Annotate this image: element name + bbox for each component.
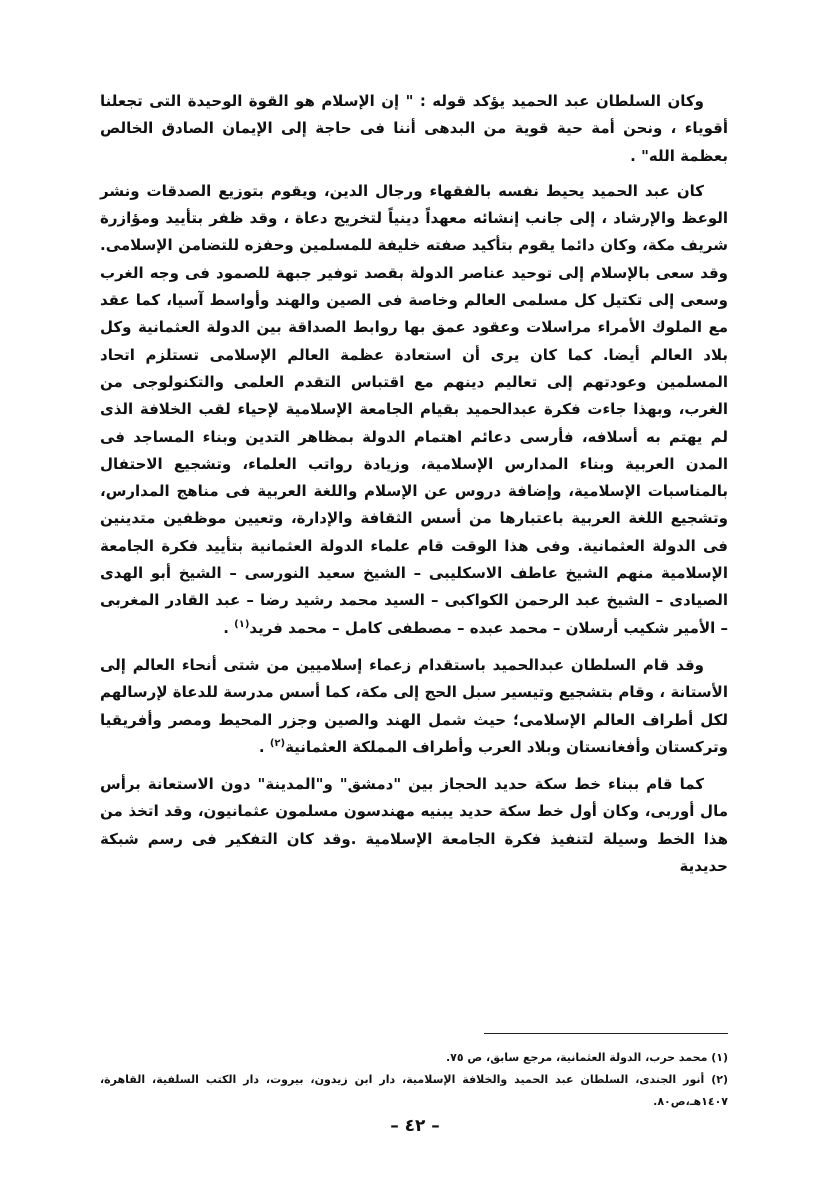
footnote-ref-2[interactable]: (٢)	[269, 737, 286, 749]
footnote-ref-1[interactable]: (١)	[234, 618, 250, 630]
footnotes	[100, 1047, 728, 1113]
paragraph-3: وقد قام السلطان عبدالحميد باستقدام زعماء إسلاميين من شتى أنحاء العالم إلى الأستانة ، وقام بتشجيع وتيسير سبل الحج إلى مكة، كما أسس مدرسة للدعاة لإرسالهم لكل أطراف العالم الإسلامى؛ حيث شمل الهند والصين وجزر المحيط ومصر وأفريقيا وتركستان وأفغانستان وبلاد العرب وأطراف المملكة العثمانية$^{(٢)}$ .	[100, 655, 728, 756]
paragraph-3-text: وقد قام السلطان عبدالحميد باستقدام زعماء إسلاميين من شتى أنحاء العالم إلى الأستانة ، وقام بتشجيع وتيسير سبل الحج إلى مكة، كما أسس مدرسة للدعاة لإرسالهم لكل أطراف العالم الإسلامى؛ حيث شمل الهند والصين وجزر المحيط ومصر وأفريقيا وتركستان وأفغانستان وبلاد العرب وأطراف المملكة العثمانية	[100, 655, 728, 756]
footnote-divider	[484, 1033, 728, 1034]
page-number: – ٤٢ –	[390, 1116, 440, 1136]
footnote-2: (٢) أنور الجندى، السلطان عبد الحميد والخلافة الإسلامية، دار ابن زيدون، بيروت، دار الكتب السلفية، القاهرة، ١٤٠٧هـ،ص٨٠.	[100, 1073, 728, 1108]
paragraph-4	[100, 771, 728, 880]
paragraph-4-text: كما قام ببناء خط سكة حديد الحجاز بين "دمشق" و"المدينة" دون الاستعانة برأس مال أوربى، وكان أول خط سكة حديد يبنيه مهندسون مسلمون عثمانيون، وقد اتخذ من هذا الخط وسيلة لتنفيذ فكرة الجامعة الإسلامية .وقد كان التفكير فى رسم شبكة حديدية	[100, 775, 728, 876]
footnote-1: (١) محمد حرب، الدولة العثمانية، مرجع سابق، ص ٧٥.	[445, 1051, 728, 1064]
paragraph-1	[100, 88, 728, 170]
paragraph-2: كان عبد الحميد يحيط نفسه بالفقهاء ورجال الدين، ويقوم بتوزيع الصدقات ونشر الوعظ والإرشاد ، إلى جانب إنشائه معهداً دينياً لتخريج دعاة ، وقد ظفر بتأييد ومؤازرة شريف مكة، وكان دائما يقوم بتأكيد صفته خليفة للمسلمين وحفزه للتضامن الإسلامى. وقد سعى بالإسلام إلى توحيد عناصر الدولة بقصد توفير جبهة للصمود فى وجه الغرب وسعى إلى تكتيل كل مسلمى العالم وخاصة فى الصين والهند وأواسط آسيا، كما عقد مع الملوك الأمراء مراسلات وعقود عمق بها روابط الصداقة بين الدولة العثمانية وكل بلاد العالم أيضا. كما كان يرى أن استعادة عظمة العالم الإسلامى تستلزم اتحاد المسلمين وعودتهم إلى تعاليم دينهم مع اقتباس التقدم العلمى والتكنولوجى من الغرب، وبهذا جاءت فكرة عبدالحميد بقيام الجامعة الإسلامية لإحياء لقب الخلافة الذى لم يهتم به أسلافه، فأرسى دعائم اهتمام الدولة بمظاهر التدين وبناء المساجد فى المدن العربية وبناء المدارس الإسلامية، وزيادة رواتب العلماء، وتشجيع الاحتفال بالمناسبات الإسلامية، وإضافة دروس عن الإسلام واللغة العربية فى مناهج المدارس، وتشجيع اللغة العربية باعتبارها من أسس الثقافة والإدارة، وتعيين موظفين متدينين فى الدولة العثمانية. وفى هذا الوقت قام علماء الدولة العثمانية بتأييد فكرة الجامعة الإسلامية منهم الشيخ عاطف الاسكليبى – الشيخ سعيد النورسى – الشيخ أبو الهدى الصيادى – الشيخ عبد الرحمن الكواكبى – السيد محمد رشيد رضا – عبد القادر المغربى – الأمير شكيب أرسلان – محمد عبده – مصطفى كامل – محمد فريد$^{(١)}$ .	[100, 181, 728, 637]
paragraph-1-text: وكان السلطان عبد الحميد يؤكد قوله : " إن الإسلام هو القوة الوحيدة التى تجعلنا أقوياء ، ونحن أمة حية قوية من البدهى أننا فى حاجة إلى الإيمان الصادق الخالص بعظمة الله" .	[100, 92, 728, 165]
main-text	[100, 88, 728, 890]
paragraph-2-text: كان عبد الحميد يحيط نفسه بالفقهاء ورجال الدين، ويقوم بتوزيع الصدقات ونشر الوعظ والإرشاد ، إلى جانب إنشائه معهداً دينياً لتخريج دعاة ، وقد ظفر بتأييد ومؤازرة شريف مكة، وكان دائما يقوم بتأكيد صفته خليفة للمسلمين وحفزه للتضامن الإسلامى. وقد سعى بالإسلام إلى توحيد عناصر الدولة بقصد توفير جبهة للصمود فى وجه الغرب وسعى إلى تكتيل كل مسلمى العالم وخاصة فى الصين والهند وأواسط آسيا، كما عقد مع الملوك الأمراء مراسلات وعقود عمق بها روابط الصداقة بين الدولة العثمانية وكل بلاد العالم أيضا. كما كان يرى أن استعادة عظمة العالم الإسلامى تستلزم اتحاد المسلمين وعودتهم إلى تعاليم دينهم مع اقتباس التقدم العلمى والتكنولوجى من الغرب، وبهذا جاءت فكرة عبدالحميد بقيام الجامعة الإسلامية لإحياء لقب الخلافة الذى لم يهتم به أسلافه، فأرسى دعائم اهتمام الدولة بمظاهر التدين وبناء المساجد فى المدن العربية وبناء المدارس الإسلامية، وزيادة رواتب العلماء، وتشجيع الاحتفال بالمناسبات الإسلامية، وإضافة دروس عن الإسلام واللغة العربية فى مناهج المدارس، وتشجيع اللغة العربية باعتبارها من أسس الثقافة والإدارة، وتعيين موظفين متدينين فى الدولة العثمانية. وفى هذا الوقت قام علماء الدولة العثمانية بتأييد فكرة الجامعة الإسلامية منهم الشيخ عاطف الاسكليبى – الشيخ سعيد النورسى – الشيخ أبو الهدى الصيادى – الشيخ عبد الرحمن الكواكبى – السيد محمد رشيد رضا – عبد القادر المغربى – الأمير شكيب أرسلان – محمد عبده – مصطفى كامل – محمد فريد	[100, 181, 728, 637]
